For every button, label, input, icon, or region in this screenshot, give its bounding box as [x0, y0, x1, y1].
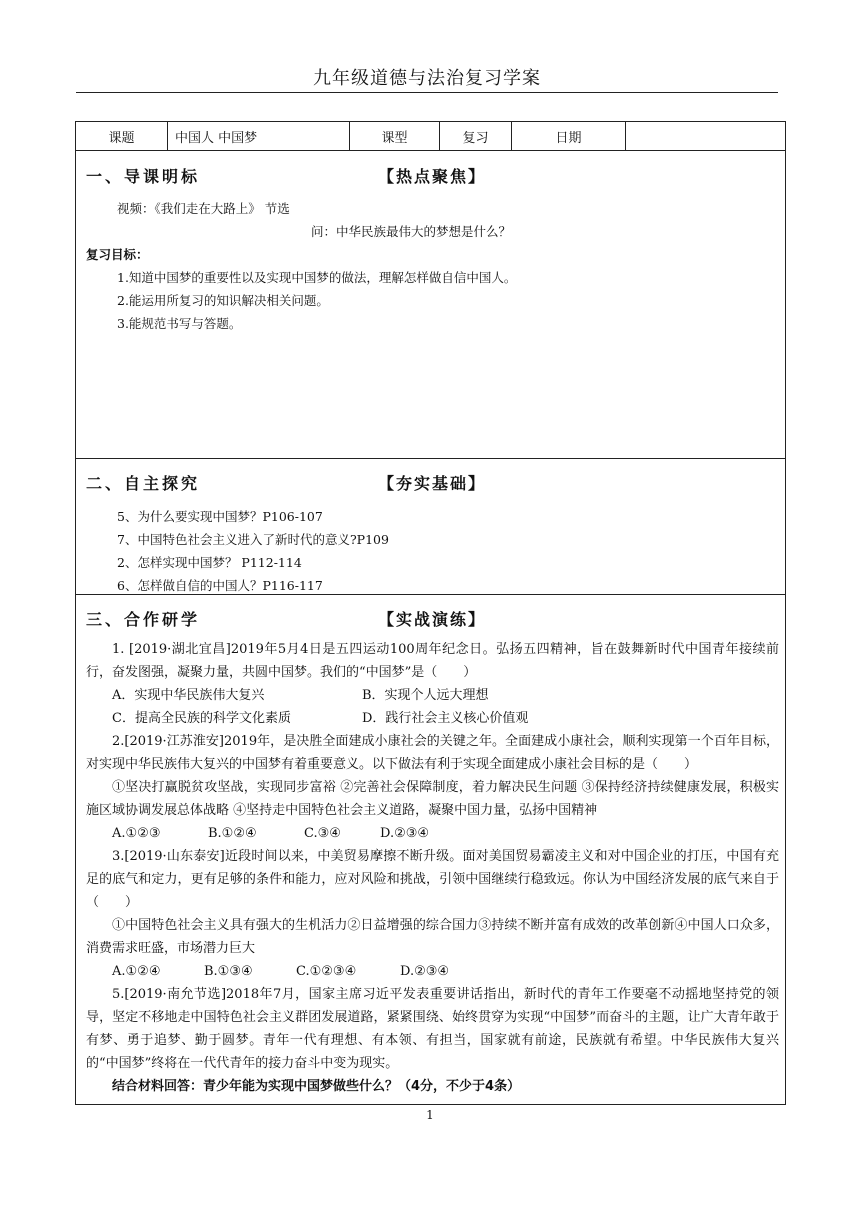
section-guide	[76, 150, 785, 459]
q3-options	[86, 960, 779, 983]
date-value[interactable]	[626, 122, 785, 150]
section2-heading: 二、自主探究	[86, 474, 201, 493]
q3-option-c: C.①②③④	[296, 964, 357, 979]
section-self-study	[76, 459, 785, 595]
q1-stem: 1. [2019·湖北宜昌]2019年5月4日是五四运动100周年纪念日。弘扬五四精神，旨在鼓舞新时代中国青年接续前行，奋发图强，凝聚力量，共圆中国梦。我们的“中国梦”是（ ）	[86, 642, 779, 680]
review-item: 7、中国特色社会主义进入了新时代的意义?P109	[117, 532, 389, 547]
section1-heading: 一、导课明标	[86, 167, 201, 186]
question-line: 问：中华民族最伟大的梦想是什么？	[311, 224, 512, 239]
goals-label: 复习目标：	[86, 247, 149, 262]
goal-item: 1.知道中国梦的重要性以及实现中国梦的做法，理解怎样做自信中国人。	[117, 270, 517, 285]
section2-tag: 【夯实基础】	[378, 474, 487, 493]
q2-option-a: A.①②③	[112, 826, 161, 841]
topic-value: 中国人 中国梦	[168, 122, 350, 150]
goal-item: 2.能运用所复习的知识解决相关问题。	[117, 293, 329, 308]
page-number: 1	[426, 1108, 434, 1122]
q2-option-b: B.①②④	[208, 826, 257, 841]
q5-stem: 5.[2019·南允节选]2018年7月，国家主席习近平发表重要讲话指出，新时代的青年工作要毫不动摇地坚持党的领导，坚定不移地走中国特色社会主义群团发展道路，紧紧围绕、始终贯穿为实现“中国梦”而奋斗的主题，让广大青年敢于有梦、勇于追梦、勤于圆梦。青年一代有理想、有本领、有担当，国家就有前途，民族就有希望。中华民族伟大复兴的“中国梦”终将在一代代青年的接力奋斗中变为现实。	[86, 987, 779, 1071]
type-value: 复习	[440, 122, 512, 150]
q2-options	[86, 822, 779, 845]
page-header	[76, 62, 778, 93]
q2-stem: 2.[2019·江苏淮安]2019年，是决胜全面建成小康社会的关键之年。全面建成小康社会，顺利实现第一个百年目标，对实现中华民族伟大复兴的中国梦有着重要意义。以下做法有利于实现全面建成小康社会目标的是（ ）	[86, 734, 779, 772]
q2-option-d: D.②③④	[380, 826, 430, 841]
q3-stem: 3.[2019·山东泰安]近段时间以来，中美贸易摩擦不断升级。面对美国贸易霸凌主义和对中国企业的打压，中国有充足的底气和定力，更有足够的条件和能力，应对风险和挑战，引领中国继续行稳致远。你认为中国经济发展的底气来自于（ ）	[86, 849, 779, 910]
video-line: 视频：《我们走在大路上》 节选	[117, 201, 290, 216]
q5-prompt: 结合材料回答：青少年能为实现中国梦做些什么？（4分，不少于4条）	[112, 1079, 521, 1094]
section3-tag: 【实战演练】	[378, 610, 487, 629]
q3-option-d: D.②③④	[400, 964, 450, 979]
q2-statements: ①坚决打赢脱贫攻坚战，实现同步富裕 ②完善社会保障制度，着力解决民生问题 ③保持经济持续健康发展，积极实施区域协调发展总体战略 ④坚持走中国特色社会主义道路，凝聚中国力量，弘扬中国精神	[86, 780, 779, 818]
section1-tag: 【热点聚焦】	[378, 167, 487, 186]
review-item: 2、怎样实现中国梦？ P112-114	[117, 555, 302, 570]
q1-options-row1	[86, 684, 779, 707]
q3-option-b: B.①③④	[204, 964, 253, 979]
worksheet-table	[75, 121, 786, 1105]
q1-option-d: D．践行社会主义核心价值观	[362, 711, 529, 726]
q1-options-row2	[86, 707, 779, 730]
q1-option-b: B．实现个人远大理想	[362, 688, 489, 703]
date-label: 日期	[512, 122, 626, 150]
q3-option-a: A.①②④	[112, 964, 161, 979]
section-practice	[76, 595, 785, 1106]
q3-statements: ①中国特色社会主义具有强大的生机活力②日益增强的综合国力③持续不断并富有成效的改革创新④中国人口众多，消费需求旺盛，市场潜力巨大	[86, 918, 779, 956]
topic-label: 课题	[76, 122, 168, 150]
section3-heading: 三、合作研学	[86, 610, 201, 629]
goal-item: 3.能规范书写与答题。	[117, 316, 242, 331]
document-title: 九年级道德与法治复习学案	[313, 68, 541, 89]
info-row	[76, 122, 785, 151]
practice-questions	[86, 638, 779, 1098]
review-item: 6、怎样做自信的中国人？P116-117	[117, 578, 323, 593]
type-label: 课型	[350, 122, 440, 150]
q1-option-a: A．实现中华民族伟大复兴	[112, 688, 265, 703]
review-item: 5、为什么要实现中国梦？P106-107	[117, 509, 323, 524]
q1-option-c: C．提高全民族的科学文化素质	[112, 711, 291, 726]
q2-option-c: C.③④	[304, 826, 341, 841]
